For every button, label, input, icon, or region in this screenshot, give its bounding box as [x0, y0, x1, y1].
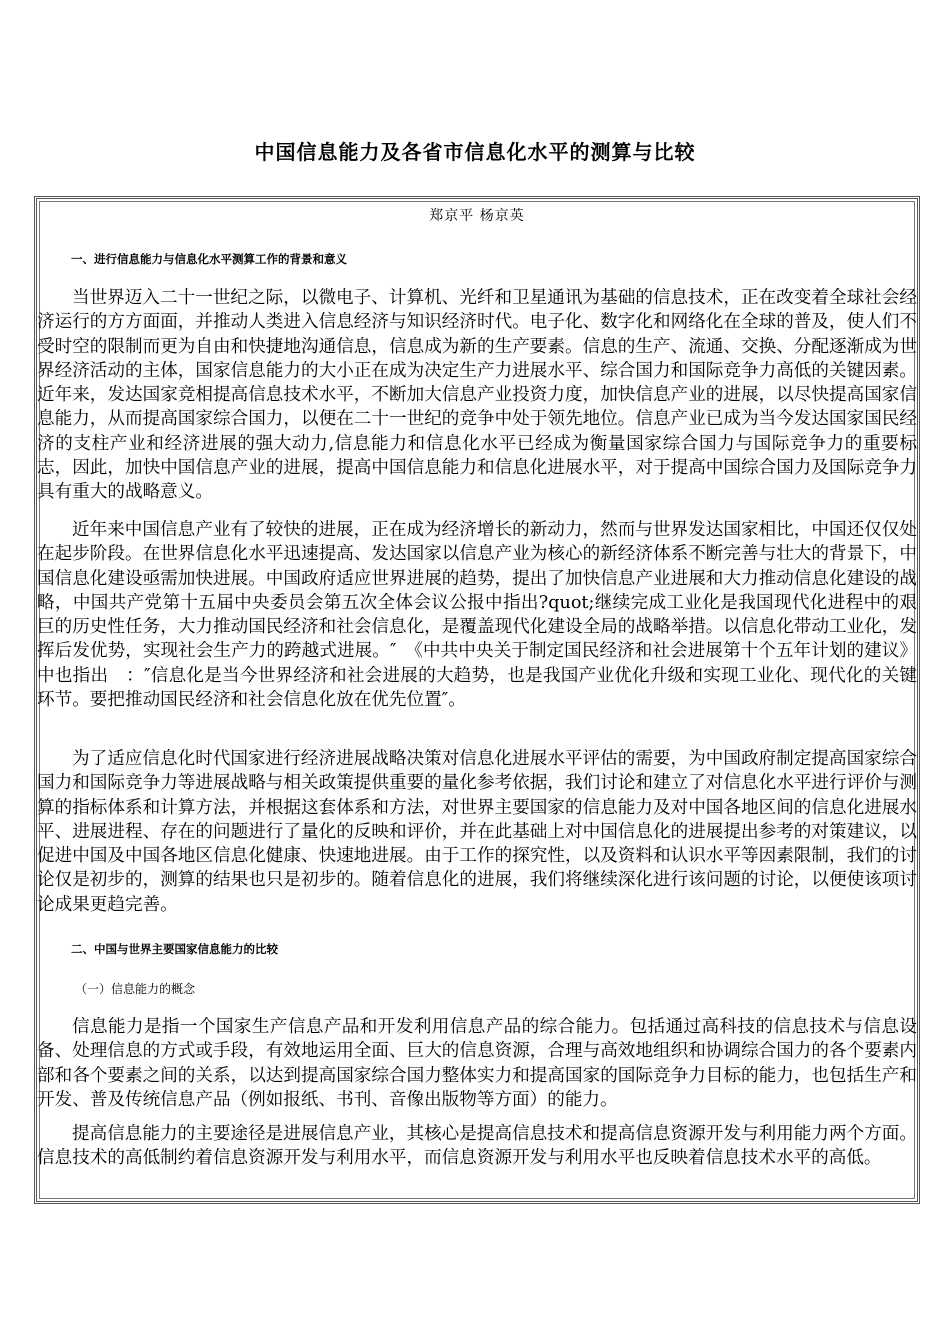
paragraph: 信息能力是指一个国家生产信息产品和开发利用信息产品的综合能力。包括通过高科技的信息技术与信息设备、处理信息的方式或手段，有效地运用全面、巨大的信息资源，合理与高效地组织和协调综合国力的各个要素内部和各个要素之间的关系，以达到提高国家综合国力整体实力和提高国家的国际竞争力目标的能力，也包括生产和开发、普及传统信息产品（例如报纸、书刊、音像出版物等方面）的能力。	[37, 1017, 917, 1110]
authors: 郑京平 杨京英	[429, 208, 525, 224]
paragraph: 为了适应信息化时代国家进行经济进展战略决策对信息化进展水平评估的需要，为中国政府制定提高国家综合国力和国际竞争力等进展战略与相关政策提供重要的量化参考依据，我们讨论和建立了对信息化水平进行评价与测算的指标体系和计算方法，并根据这套体系和方法，对世界主要国家的信息能力及对中国各地区间的信息化进展水平、进展进程、存在的问题进行了量化的反映和评价，并在此基础上对中国信息化的进展提出参考的对策建议，以促进中国及中国各地区信息化健康、快速地进展。由于工作的探究性，以及资料和认识水平等因素限制，我们的讨论仅是初步的，测算的结果也只是初步的。随着信息化的进展，我们将继续深化进行该问题的讨论，以便使该项讨论成果更趋完善。	[37, 749, 917, 915]
section-1-heading: 一、进行信息能力与信息化水平测算工作的背景和意义	[71, 252, 347, 266]
paragraph: 近年来中国信息产业有了较快的进展，正在成为经济增长的新动力，然而与世界发达国家相比，中国还仅仅处在起步阶段。在世界信息化水平迅速提高、发达国家以信息产业为核心的新经济体系不断完善与壮大的背景下，中国信息化建设亟需加快进展。中国政府适应世界进展的趋势，提出了加快信息产业进展和大力推动信息化建设的战略，中国共产党第十五届中央委员会第五次全体会议公报中指出?quot;继续完成工业化是我国现代化进程中的艰巨的历史性任务，大力推动国民经济和社会信息化，是覆盖现代化建设全局的战略举措。以信息化带动工业化，发挥后发优势，实现社会生产力的跨越式进展。″ 《中共中央关于制定国民经济和社会进展第十个五年计划的建议》中也指出 ：″信息化是当今世界经济和社会进展的大趋势，也是我国产业优化升级和实现工业化、现代化的关键环节。要把推动国民经济和社会信息化放在优先位置″。	[37, 520, 917, 711]
content-frame	[34, 196, 920, 1204]
section-2-subheading: （一）信息能力的概念	[75, 982, 196, 996]
section-2-heading: 二、中国与世界主要国家信息能力的比较	[71, 942, 278, 956]
paragraph: 提高信息能力的主要途径是进展信息产业，其核心是提高信息技术和提高信息资源开发与利用能力两个方面。信息技术的高低制约着信息资源开发与利用水平，而信息资源开发与利用水平也反映着信息技术水平的高低。	[37, 1124, 917, 1169]
paragraph: 当世界迈入二十一世纪之际，以微电子、计算机、光纤和卫星通讯为基础的信息技术，正在改变着全球社会经济运行的方方面面，并推动人类进入信息经济与知识经济时代。电子化、数字化和网络化在全球的普及，使人们不受时空的限制而更为自由和快捷地沟通信息，信息成为新的生产要素。信息的生产、流通、交换、分配逐渐成为世界经济活动的主体，国家信息能力的大小正在成为决定生产力进展水平、综合国力和国际竞争力高低的关键因素。近年来，发达国家竞相提高信息技术水平，不断加大信息产业投资力度，加快信息产业的进展，以尽快提高国家信息能力，从而提高国家综合国力，以便在二十一世纪的竞争中处于领先地位。信息产业已成为当今发达国家国民经济的支柱产业和经济进展的强大动力,信息能力和信息化水平已经成为衡量国家综合国力与国际竞争力的重要标志，因此，加快中国信息产业的进展，提高中国信息能力和信息化进展水平，对于提高中国综合国力及国际竞争力具有重大的战略意义。	[37, 288, 917, 503]
document-title: 中国信息能力及各省市信息化水平的测算与比较	[254, 140, 696, 164]
